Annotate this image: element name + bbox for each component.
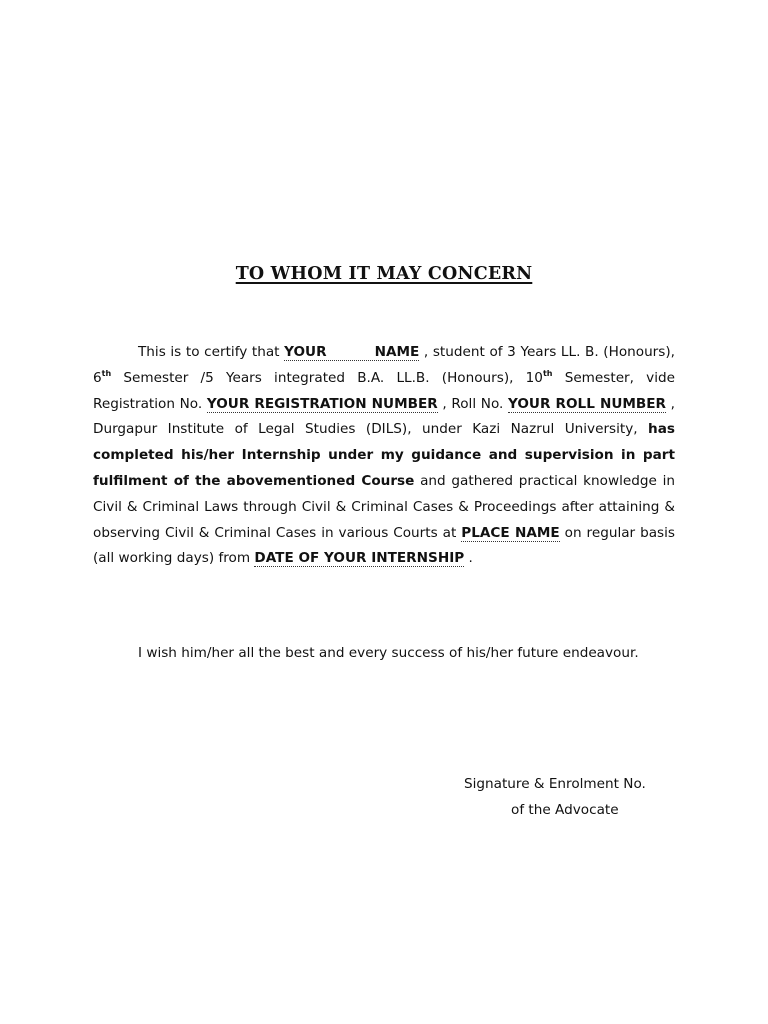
certificate-paragraph: This is to certify that YOUR NAME , student of 3 Years LL. B. (Honours), 6th Semester /5 Years integrated B.A. LL.B. (Honours), 10th Semester, vide Registration No. YOUR REGISTRATION NUMBER , Roll No. YOUR ROLL NUMBER , Durgapur Institute of Legal Studies (DILS), under Kazi Nazrul University, has completed his/her Internship under my guidance and supervision in part fulfilment of the abovementioned Course and gathered practical knowledge in Civil & Criminal Laws through Civil & Criminal Cases & Proceedings after attaining & observing Civil & Criminal Cases in various Courts at PLACE NAME on regular basis (all working days) from DATE OF YOUR INTERNSHIP . <box>93 344 676 567</box>
roll-number-field: YOUR ROLL NUMBER <box>508 395 666 412</box>
document-title: TO WHOM IT MAY CONCERN <box>235 264 533 284</box>
advocate-line: of the Advocate <box>511 802 619 818</box>
internship-statement: has completed his/her Internship under my guidance and supervision in part fulfilment of the abovementioned Course <box>93 421 675 489</box>
internship-date-field: DATE OF YOUR INTERNSHIP <box>254 550 465 567</box>
registration-number-field: YOUR REGISTRATION NUMBER <box>206 395 438 412</box>
place-name-field: PLACE NAME <box>461 524 560 541</box>
wishes-paragraph: I wish him/her all the best and every success of his/her future endeavour. <box>138 645 639 661</box>
student-name-field: YOUR NAME <box>284 344 420 360</box>
signature-line: Signature & Enrolment No. <box>464 776 646 792</box>
